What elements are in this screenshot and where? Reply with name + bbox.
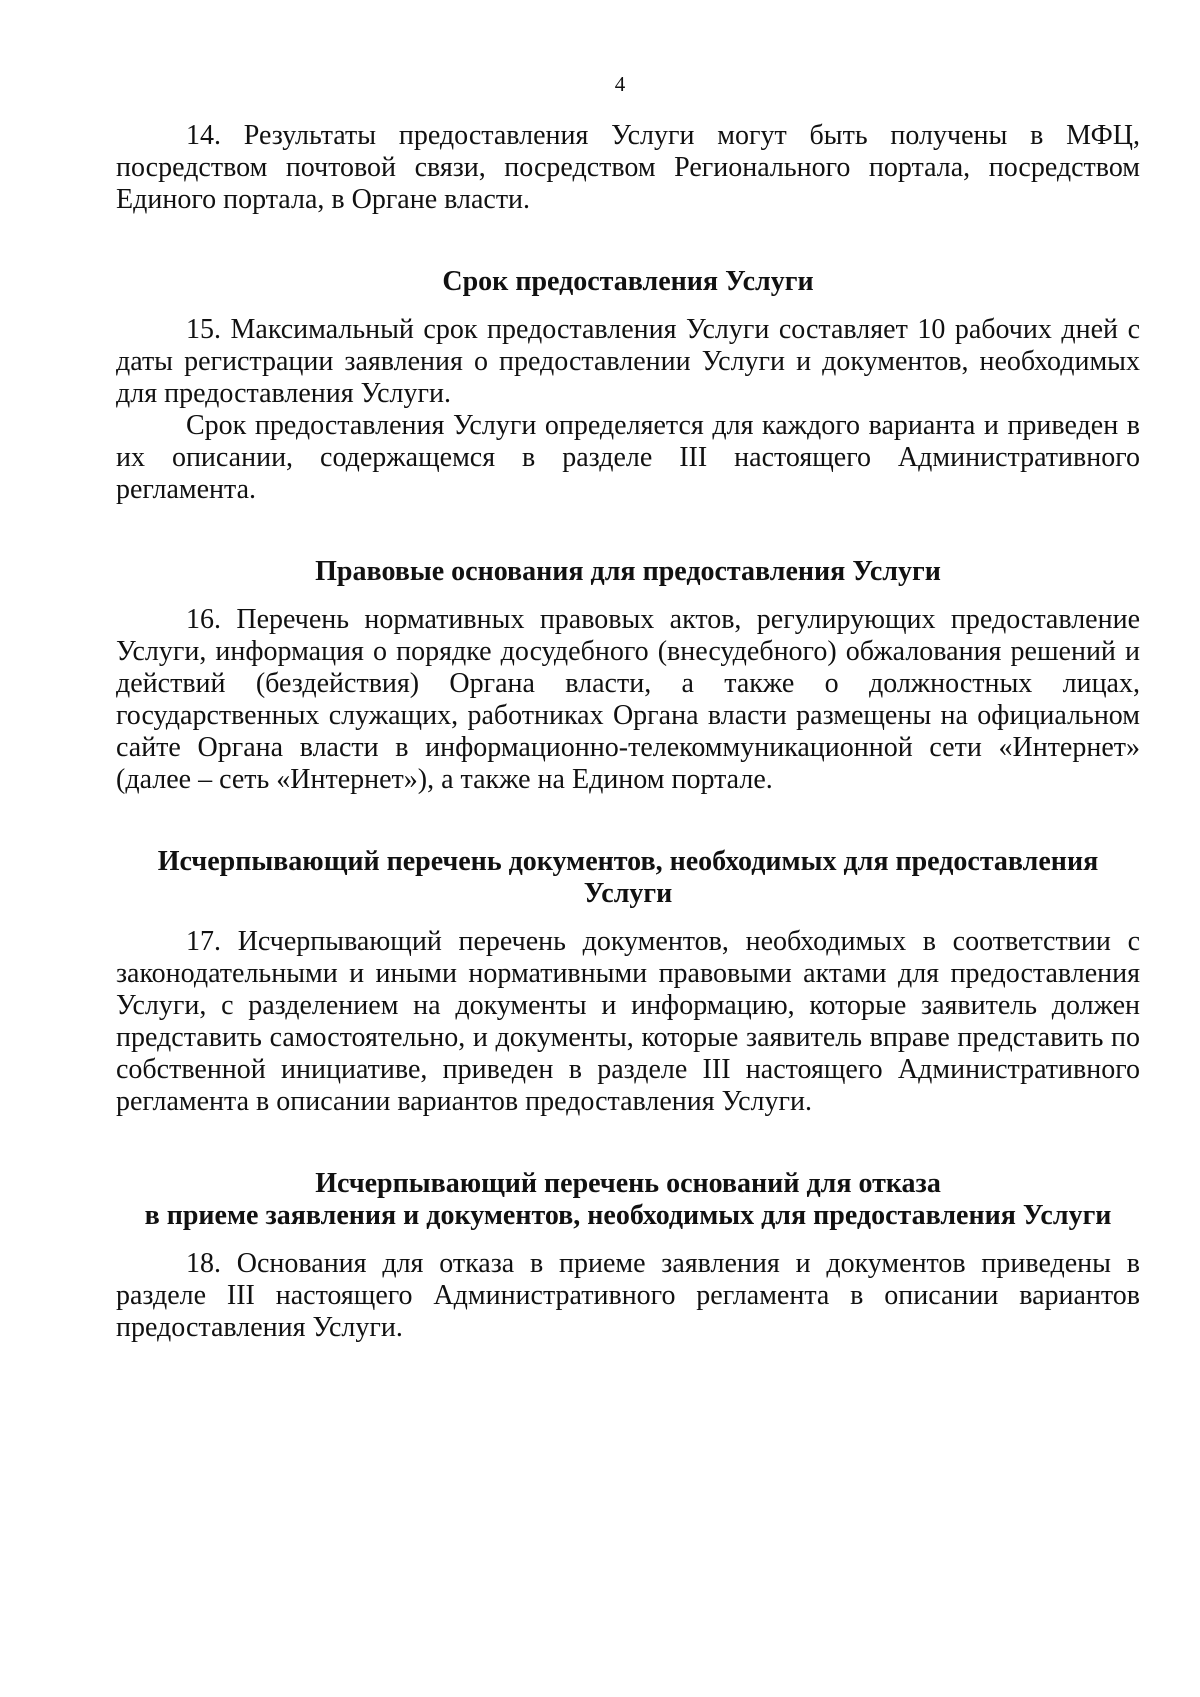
heading-required-documents-line2: Услуги [583,878,673,909]
paragraph-14: 14. Результаты предоставления Услуги могут быть получены в МФЦ, посредством почтовой связи, посредством Регионального портала, посредством Единого портала, в Органе власти. [116,120,1140,215]
heading-service-term: Срок предоставления Услуги [442,266,814,297]
paragraph-15: 15. Максимальный срок предоставления Услуги составляет 10 рабочих дней с даты регистрации заявления о предоставлении Услуги и документов, необходимых для предоставления Услуги. [116,314,1140,409]
heading-refusal-grounds-line1: Исчерпывающий перечень оснований для отказа [315,1168,941,1199]
paragraph-18: 18. Основания для отказа в приеме заявления и документов приведены в разделе III настоящего Административного регламента в описании вариантов предоставления Услуги. [116,1248,1140,1343]
heading-refusal-grounds-line2: в приеме заявления и документов, необходимых для предоставления Услуги [144,1200,1112,1231]
page-number: 4 [614,72,626,96]
paragraph-15-continued: Срок предоставления Услуги определяется для каждого варианта и приведен в их описании, содержащемся в разделе III настоящего Административного регламента. [116,410,1140,505]
heading-refusal-grounds [116,1168,1140,1232]
paragraph-16: 16. Перечень нормативных правовых актов, регулирующих предоставление Услуги, информация о порядке досудебного (внесудебного) обжалования решений и действий (бездействия) Органа власти, а также о должностных лицах, государственных служащих, работниках Органа власти размещены на официальном сайте Органа власти в информационно-телекоммуникационной сети «Интернет» (далее – сеть «Интернет»), а также на Едином портале. [116,604,1140,795]
paragraph-17: 17. Исчерпывающий перечень документов, необходимых в соответствии с законодательными и иными нормативными правовыми актами для предоставления Услуги, с разделением на документы и информацию, которые заявитель должен представить самостоятельно, и документы, которые заявитель вправе представить по собственной инициативе, приведен в разделе III настоящего Административного регламента в описании вариантов предоставления Услуги. [116,926,1140,1117]
document-body [116,120,1140,1344]
heading-required-documents-line1: Исчерпывающий перечень документов, необходимых для предоставления [157,846,1099,877]
heading-legal-basis: Правовые основания для предоставления Услуги [315,556,941,587]
heading-required-documents [116,846,1140,910]
